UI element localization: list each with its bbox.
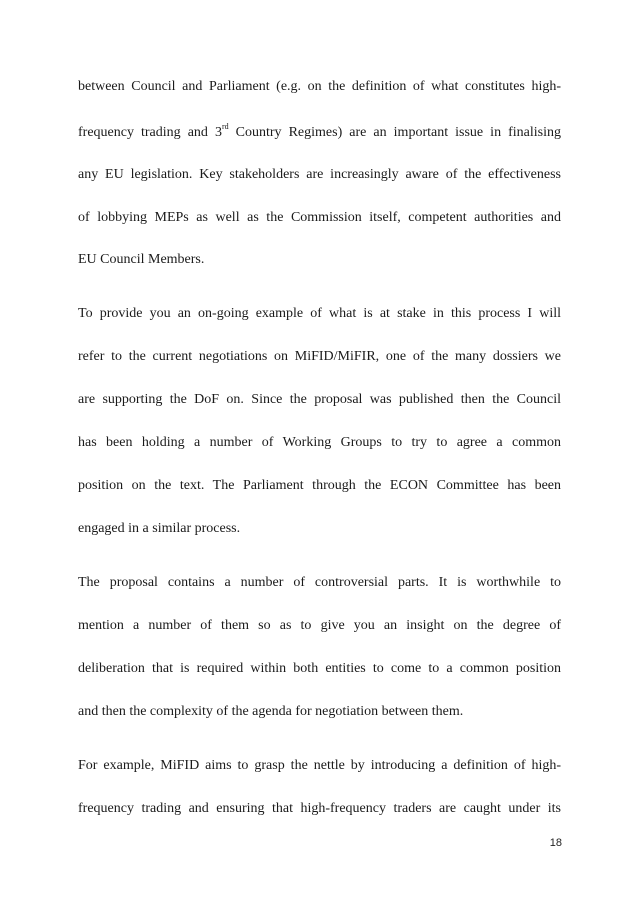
paragraph-1-line-5: EU Council Members. xyxy=(78,252,205,267)
paragraph-1-line-3: any EU legislation. Key stakeholders are increasingly aware of the effectiveness xyxy=(78,167,561,182)
paragraph-1-line-2 xyxy=(78,124,561,142)
line-text-after-sup: Country Regimes) are an important issue in finalising xyxy=(228,125,561,140)
paragraph-2-line-3: are supporting the DoF on. Since the proposal was published then the Council xyxy=(78,392,561,407)
paragraph-2-line-5: position on the text. The Parliament through the ECON Committee has been xyxy=(78,478,561,493)
paragraph-2-line-2: refer to the current negotiations on MiFID/MiFIR, one of the many dossiers we xyxy=(78,349,561,364)
paragraph-2-line-1: To provide you an on-going example of what is at stake in this process I will xyxy=(78,306,561,321)
line-text-before-sup: frequency trading and 3 xyxy=(78,125,222,140)
paragraph-3-line-1: The proposal contains a number of controversial parts. It is worthwhile to xyxy=(78,575,561,590)
paragraph-4-line-2: frequency trading and ensuring that high-frequency traders are caught under its xyxy=(78,801,561,816)
superscript-ordinal: rd xyxy=(221,122,229,132)
paragraph-3-line-2: mention a number of them so as to give you an insight on the degree of xyxy=(78,618,561,633)
paragraph-2-line-6: engaged in a similar process. xyxy=(78,521,241,536)
page-number: 18 xyxy=(549,837,562,849)
paragraph-3-line-4: and then the complexity of the agenda for negotiation between them. xyxy=(78,704,464,719)
paragraph-4-line-1: For example, MiFID aims to grasp the nettle by introducing a definition of high- xyxy=(78,758,561,773)
paragraph-1-line-1: between Council and Parliament (e.g. on the definition of what constitutes high- xyxy=(78,79,561,94)
paragraph-3-line-3: deliberation that is required within both entities to come to a common position xyxy=(78,661,561,676)
paragraph-2-line-4: has been holding a number of Working Groups to try to agree a common xyxy=(78,435,561,450)
paragraph-1-line-4: of lobbying MEPs as well as the Commission itself, competent authorities and xyxy=(78,210,561,225)
